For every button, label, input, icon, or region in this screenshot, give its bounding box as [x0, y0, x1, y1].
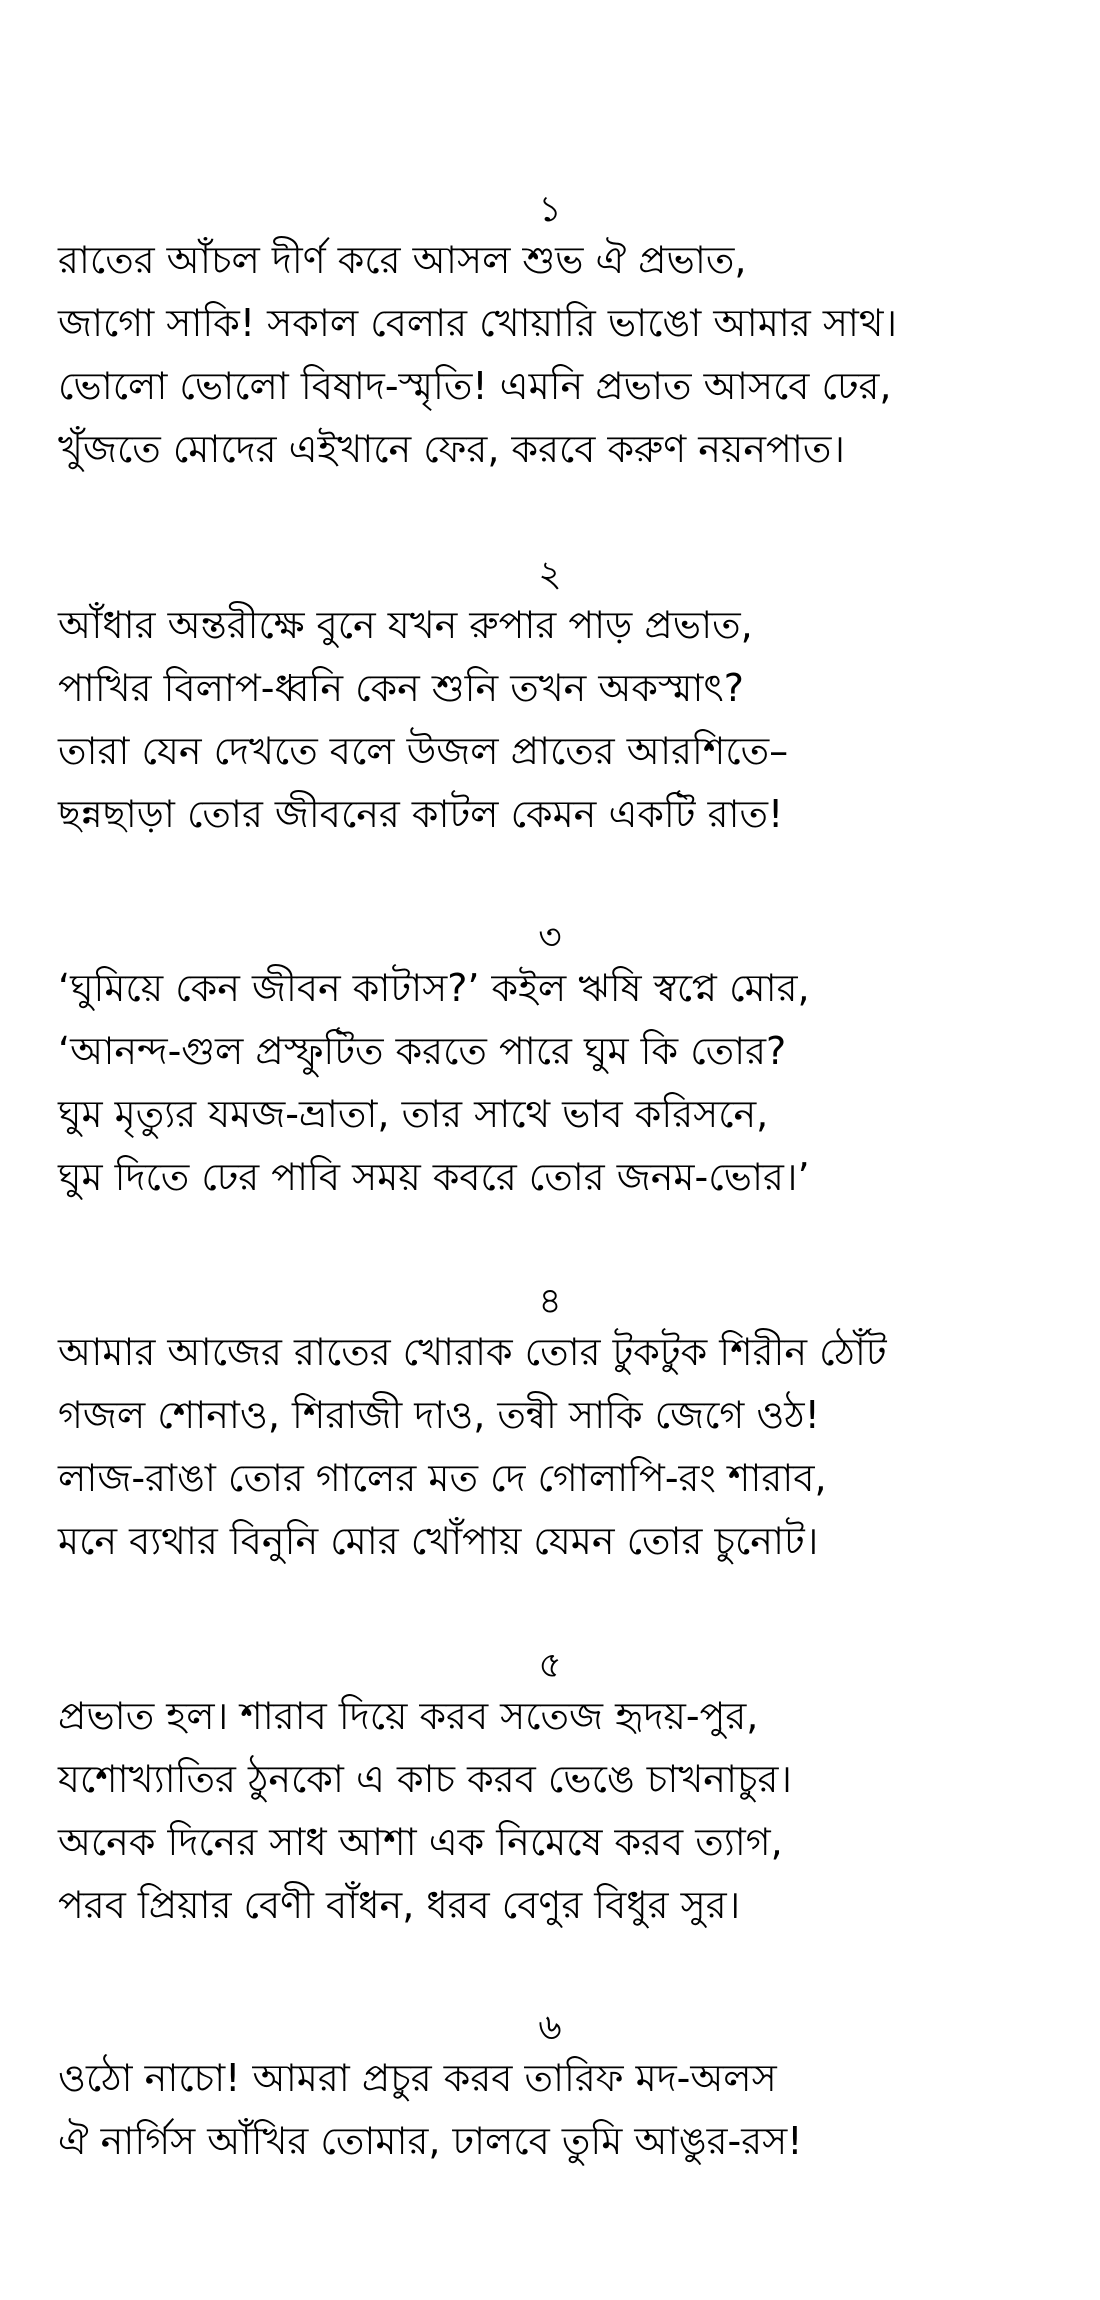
stanza-number: ১	[538, 189, 562, 230]
verse-line: জাগো সাকি! সকাল বেলার খোয়ারি ভাঙো আমার সাথ।	[58, 301, 898, 345]
verse-line: আমার আজের রাতের খোরাক তোর টুকটুক শিরীন ঠোঁট	[58, 1330, 887, 1374]
verse-line: ঘুম দিতে ঢের পাবি সময় কবরে তোর জনম-ভোর।’	[58, 1155, 810, 1199]
verse-line: ঐ নার্গিস আঁখির তোমার, ঢালবে তুমি আঙুর-রস!	[58, 2119, 803, 2163]
stanza-number: ৬	[538, 2007, 562, 2048]
stanza-number: ৪	[538, 1281, 562, 1322]
stanza-number: ২	[538, 554, 562, 595]
verse-line: পরব প্রিয়ার বেণী বাঁধন, ধরব বেণুর বিধুর সুর।	[58, 1883, 741, 1927]
verse-line: লাজ-রাঙা তোর গালের মত দে গোলাপি-রং শারাব,	[58, 1456, 827, 1500]
verse-line: গজল শোনাও, শিরাজী দাও, তন্বী সাকি জেগে ওঠ!	[58, 1393, 820, 1437]
stanza-number: ৩	[538, 917, 562, 958]
verse-line: ওঠো নাচো! আমরা প্রচুর করব তারিফ মদ-অলস	[58, 2056, 777, 2100]
verse-line: মনে ব্যথার বিনুনি মোর খোঁপায় যেমন তোর চুনোট।	[58, 1519, 819, 1563]
verse-line: অনেক দিনের সাধ আশা এক নিমেষে করব ত্যাগ,	[58, 1820, 783, 1864]
verse-line: যশোখ্যাতির ঠুনকো এ কাচ করব ভেঙে চাখনাচুর।	[58, 1757, 792, 1801]
verse-line: পাখির বিলাপ-ধ্বনি কেন শুনি তখন অকস্মাৎ?	[58, 666, 744, 710]
verse-line: খুঁজতে মোদের এইখানে ফের, করবে করুণ নয়নপাত।	[58, 427, 845, 471]
verse-line: আঁধার অন্তরীক্ষে বুনে যখন রুপার পাড় প্রভাত,	[58, 603, 753, 647]
verse-line: তারা যেন দেখতে বলে উজল প্রাতের আরশিতে–	[58, 729, 789, 773]
verse-line: প্রভাত হল। শারাব দিয়ে করব সতেজ হৃদয়-পুর,	[58, 1694, 759, 1738]
verse-line: ‘ঘুমিয়ে কেন জীবন কাটাস?’ কইল ঋষি স্বপ্নে মোর,	[58, 966, 810, 1010]
verse-line: ভোলো ভোলো বিষাদ-স্মৃতি! এমনি প্রভাত আসবে ঢের,	[58, 364, 892, 408]
verse-line: ঘুম মৃত্যুর যমজ-ভ্রাতা, তার সাথে ভাব করিসনে,	[58, 1092, 769, 1136]
verse-line: রাতের আঁচল দীর্ণ করে আসল শুভ ঐ প্রভাত,	[58, 238, 747, 282]
stanza-number: ৫	[538, 1645, 562, 1686]
verse-line: ছন্নছাড়া তোর জীবনের কাটল কেমন একটি রাত!	[58, 792, 784, 836]
verse-line: ‘আনন্দ-গুল প্রস্ফুটিত করতে পারে ঘুম কি তোর?	[58, 1029, 787, 1073]
